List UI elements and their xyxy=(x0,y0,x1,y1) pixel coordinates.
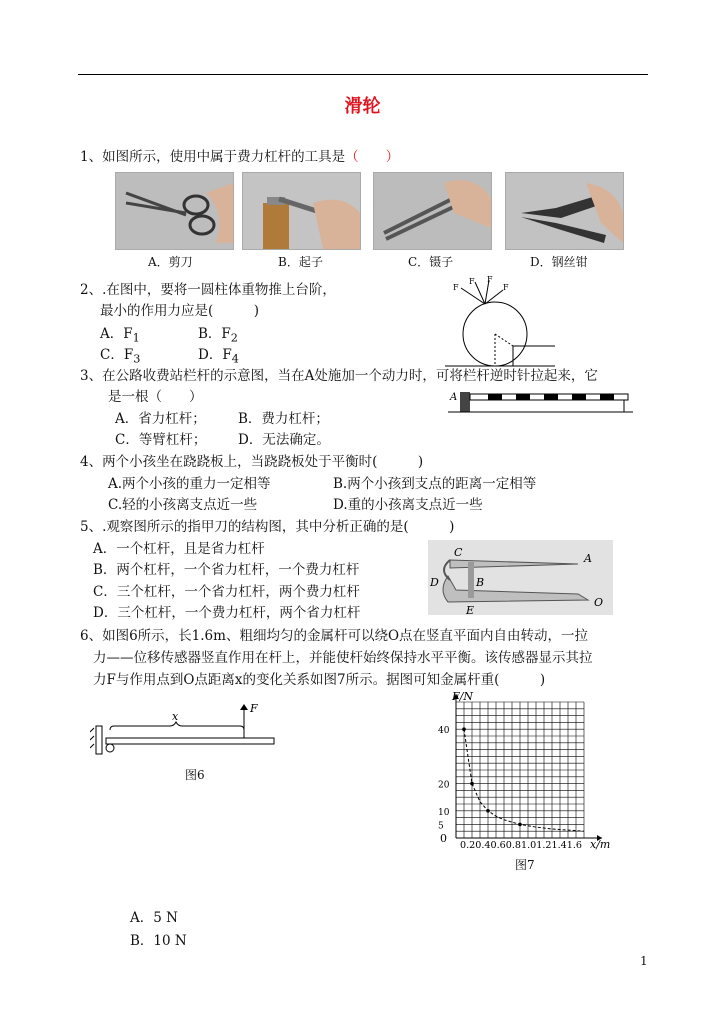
q5-fig-e: E xyxy=(466,604,475,615)
fig7-series-line xyxy=(464,729,584,831)
q2-option-d-sub: 4 xyxy=(231,352,239,366)
page-number: 1 xyxy=(640,954,648,968)
q2-fig-f2: F xyxy=(469,277,475,286)
q4-option-b: B.两个小孩到支点的距离一定相等 xyxy=(333,476,537,492)
bottle-opener-photo xyxy=(242,172,361,250)
q5-option-a: A．一个杠杆，且是省力杠杆 xyxy=(93,541,265,557)
fig7-y-tick-label: 20 xyxy=(438,780,450,791)
q6-option-b: B．10 N xyxy=(130,933,187,949)
q2-option-d-text: D．F xyxy=(198,347,232,363)
scissors-photo xyxy=(115,172,234,250)
tweezers-photo xyxy=(373,172,492,250)
pliers-icon xyxy=(506,173,623,249)
fig7-y-axis-label: F/N xyxy=(452,690,473,703)
q5-fig-o: O xyxy=(594,596,604,609)
q6-line1: 6、如图6所示，长1.6m、粗细均匀的金属杆可以绕O点在竖直平面内自由转动，一拉 xyxy=(80,628,589,644)
q3-line2: 是一根（ ） xyxy=(108,389,203,405)
fig7-data-point xyxy=(518,823,522,827)
q3-line1: 3、在公路收费站栏杆的示意图，当在A处施加一个动力时，可将栏杆逆时针拉起来，它 xyxy=(80,368,598,384)
q1-blank: （ ） xyxy=(345,149,400,165)
q3-toll-gate-diagram xyxy=(448,388,633,414)
tweezers-icon xyxy=(374,173,491,249)
q3-option-a: A．省力杠杆； xyxy=(115,411,206,427)
bottle-opener-icon xyxy=(243,173,360,249)
q1-caption-b: B．起子 xyxy=(278,255,323,269)
q2-option-c-sub: 3 xyxy=(133,352,141,366)
q6-option-a: A．5 N xyxy=(130,910,178,926)
scissors-icon xyxy=(116,173,233,249)
fig7-y-tick-label: 40 xyxy=(438,726,450,737)
q4-option-c: C.轻的小孩离支点近一些 xyxy=(108,497,258,513)
q4-line1: 4、两个小孩坐在跷跷板上，当跷跷板处于平衡时( ) xyxy=(80,454,424,470)
fig6-x-label: x xyxy=(172,710,179,723)
fig7-data-point xyxy=(470,782,474,786)
q2-fig-f1: F xyxy=(453,283,459,292)
fig7-caption: 图7 xyxy=(515,858,535,872)
q2-option-b-sub: 2 xyxy=(230,331,238,345)
fig7-data-point xyxy=(486,809,490,813)
header-rule xyxy=(78,74,648,75)
q5-fig-c: C xyxy=(454,546,463,559)
fig7-axes xyxy=(453,694,602,841)
page-title: 滑轮 xyxy=(344,96,381,117)
fig7-y-tick-label: 5 xyxy=(438,821,444,832)
q5-option-b: B．两个杠杆，一个省力杠杆，一个费力杠杆 xyxy=(93,562,360,578)
fig7-y-tick-labels xyxy=(438,726,450,831)
q5-line1: 5、.观察图所示的指甲刀的结构图，其中分析正确的是( ) xyxy=(80,519,455,535)
pliers-photo xyxy=(505,172,624,250)
q2-option-a xyxy=(100,322,140,345)
q5-option-d: D．三个杠杆，一个费力杠杆，两个省力杠杆 xyxy=(93,605,361,621)
q4-option-a: A.两个小孩的重力一定相等 xyxy=(108,476,271,492)
fig7-grid xyxy=(456,702,584,838)
q3-fig-a-label: A xyxy=(450,392,458,403)
q2-fig-f4: F xyxy=(503,283,509,292)
q2-fig-f3: F xyxy=(487,276,493,284)
fig7-origin-label: 0 xyxy=(440,832,447,845)
q2-option-d xyxy=(198,343,239,366)
q2-cylinder-diagram xyxy=(445,276,555,368)
q2-line2: 最小的作用力应是( ) xyxy=(100,303,260,319)
fig7-data-point xyxy=(462,727,466,731)
q5-fig-d: D xyxy=(430,576,439,589)
q3-option-c: C．等臂杠杆； xyxy=(115,432,207,448)
fig7-y-tick-label: 10 xyxy=(438,807,450,818)
fig6-caption: 图6 xyxy=(185,768,205,782)
q2-option-b-text: B．F xyxy=(198,326,231,342)
fig7-chart xyxy=(430,690,620,855)
q5-fig-b: B xyxy=(476,576,485,589)
q5-nail-clipper-diagram xyxy=(428,540,613,615)
q1-text xyxy=(80,145,399,165)
q3-option-d: D．无法确定。 xyxy=(238,432,330,448)
fig7-x-axis-label: x/m xyxy=(590,838,611,851)
q1-stem: 1、如图所示，使用中属于费力杠杆的工具是 xyxy=(80,149,346,165)
q2-option-c xyxy=(100,343,140,366)
q2-option-b xyxy=(198,322,238,345)
q5-option-c: C．三个杠杆，一个省力杠杆，两个费力杠杆 xyxy=(93,584,360,600)
q4-option-d: D.重的小孩离支点近一些 xyxy=(333,497,483,513)
q6-line3: 力F与作用点到O点距离x的变化关系如图7所示。据图可知金属杆重( ) xyxy=(93,672,546,688)
q1-caption-d: D．钢丝钳 xyxy=(530,255,588,269)
q2-option-c-text: C．F xyxy=(100,347,134,363)
q5-fig-a: A xyxy=(584,552,592,565)
fig6-diagram xyxy=(90,700,285,770)
q3-option-b: B．费力杠杆； xyxy=(238,411,329,427)
q1-caption-a: A．剪刀 xyxy=(148,255,193,269)
fig6-f-label: F xyxy=(250,702,258,715)
q6-line2: 力——位移传感器竖直作用在杆上，并能使杆始终保持水平平衡。该传感器显示其拉 xyxy=(93,650,593,666)
fig7-x-tick-labels: 0.20.40.60.81.01.21.41.6 xyxy=(460,841,583,851)
q2-line1: 2、.在图中，要将一圆柱体重物推上台阶， xyxy=(80,282,336,298)
q2-option-a-text: A．F xyxy=(100,326,133,342)
q1-caption-c: C．镊子 xyxy=(408,255,454,269)
q2-option-a-sub: 1 xyxy=(132,331,140,345)
